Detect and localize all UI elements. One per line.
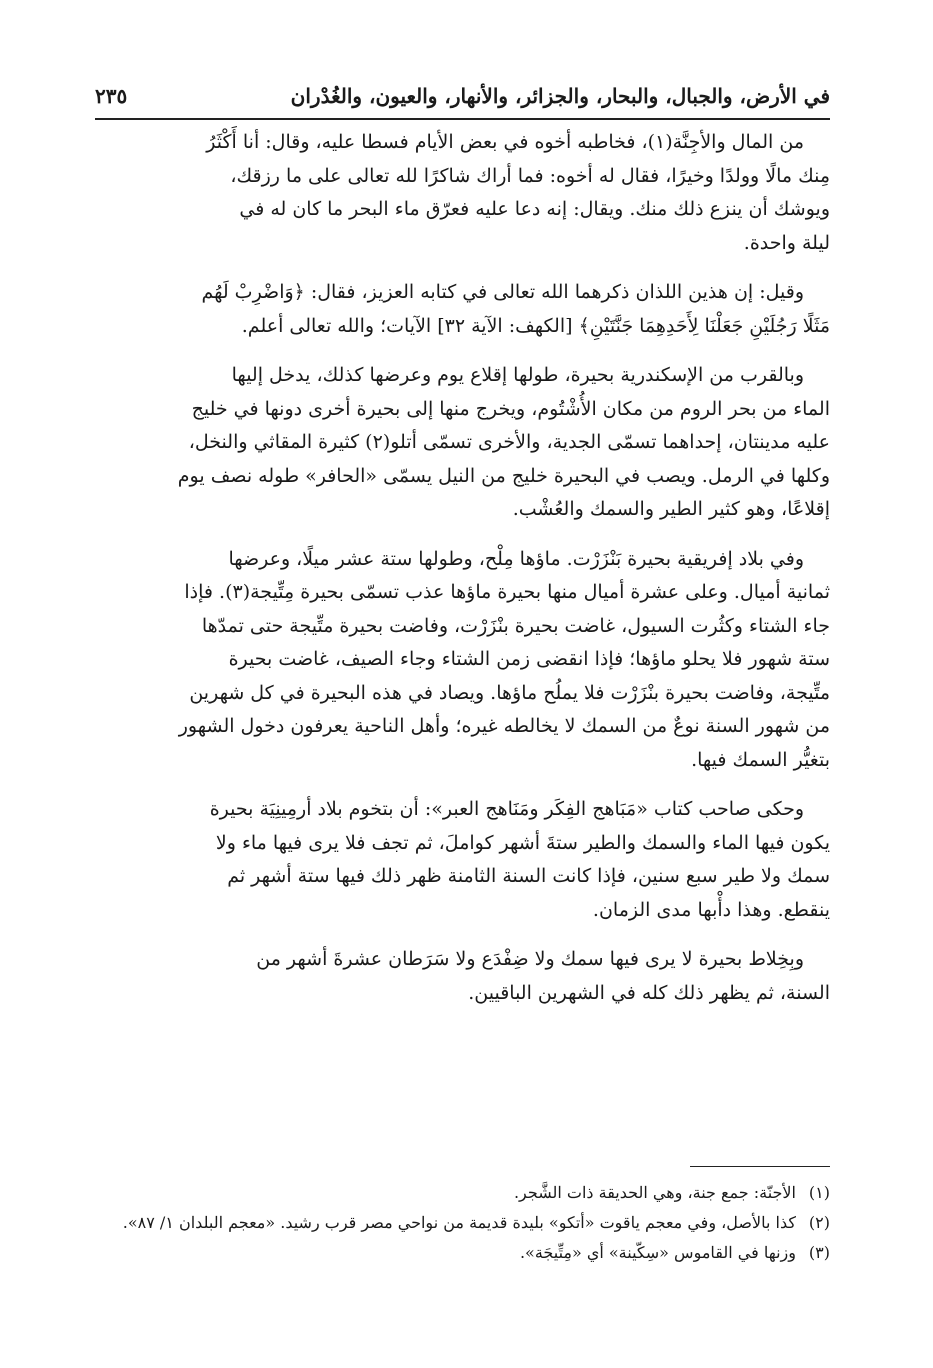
text-line: بتغيُّر السمك فيها. <box>691 748 830 771</box>
text-line: مِنك مالًا وولدًا وخيرًا، فقال له أخوه: فما أراك شاكرًا لله تعالى على ما رزقك، <box>230 164 830 187</box>
text-line: ليلة واحدة. <box>743 231 830 254</box>
text-line: ثمانية أميال. وعلى عشرة أميال منها بحيرة ماؤها عذب تسمّى بحيرة مِتِّيجة(٣). فإذا <box>184 581 830 603</box>
footnote-2 <box>95 1210 830 1236</box>
text-line: السنة، ثم يظهر ذلك كله في الشهرين الباقيين. <box>468 981 830 1004</box>
body-text <box>95 126 830 1026</box>
text-line: وفي بلاد إفريقية بحيرة بَنْزَرْت. ماؤها مِلْح، وطولها ستة عشر ميلًا، وعرضها <box>228 547 804 570</box>
text-line: ستة شهور فلا يحلو ماؤها؛ فإذا انقضى زمن الشتاء وجاء الصيف، غاضت بحيرة <box>228 648 830 670</box>
text-line: إقلاعًا، وهو كثير الطير والسمك والعُشْب. <box>512 498 830 520</box>
text-line: وكلها في الرمل. ويصب في البحيرة خليج من النيل يسمّى «الحافر» طوله نصف يوم <box>177 464 830 487</box>
text-line: متِّيجة، وفاضت بحيرة بنْزَرْت فلا يملُح ماؤها. ويصاد في هذه البحيرة في كل شهرين <box>189 681 830 704</box>
text-line: يكون فيها الماء والسمك والطير ستةَ أشهر كواملَ، ثم تجف فلا يرى فيها ماء ولا <box>215 831 830 854</box>
text-line: ويوشك أن ينزع ذلك منك. ويقال: إنه دعا عليه فعرّق ماء البحر ما كان له في <box>239 198 830 220</box>
running-header <box>95 78 830 118</box>
text-line: وبِخِلاط بحيرة لا يرى فيها سمك ولا ضِفْدَع ولا سَرَطان عشرةَ أشهر من <box>256 948 804 970</box>
footnote-text: كذا بالأصل، وفي معجم ياقوت «أتكو» بليدة قديمة من نواحي مصر قرب رشيد. «معجم البلدان ١/ ٨٧». <box>122 1213 796 1232</box>
text-line: جاء الشتاء وكثُرت السيول، غاضت بحيرة بنْزَرْت، وفاضت بحيرة متِّيجة حتى تمدّها <box>201 614 830 637</box>
text-line: سمك ولا طير سبع سنين، فإذا كانت السنة الثامنة ظهر ذلك فيها ستة أشهر ثم <box>227 865 830 887</box>
footnote-rule <box>690 1166 830 1167</box>
paragraph-6 <box>95 943 830 1010</box>
paragraph-5 <box>95 793 830 927</box>
text-line: عليه مدينتان، إحداهما تسمّى الجدية، والأخرى تسمّى أتلو(٢) كثيرة المقاثي والنخل، <box>188 431 830 453</box>
text-line: وبالقرب من الإسكندرية بحيرة، طولها إقلاع يوم وعرضها كذلك، يدخل إليها <box>231 364 804 386</box>
paragraph-2 <box>95 276 830 343</box>
footnote-number: (٢) <box>808 1213 830 1232</box>
text-line: مَثَلًا رَجُلَيْنِ جَعَلْنَا لِأَحَدِهِمَا جَنَّتَيْنِ﴾ [الكهف: الآية ٣٢] الآيات؛ والله تعالى أعلم. <box>241 314 830 337</box>
text-line: من شهور السنة نوعٌ من السمك لا يخالطه غيره؛ وأهل الناحية يعرفون دخول الشهور <box>178 715 830 737</box>
text-line: من المال والأجِنَّة(١)، فخاطبه أخوه في بعض الأيام فسطا عليه، وقال: أنا أَكْثَرُ <box>206 131 804 153</box>
text-line: وقيل: إن هذين اللذان ذكرهما الله تعالى في كتابه العزيز، فقال: ﴿وَاضْرِبْ لَهُم <box>201 281 804 303</box>
footnotes <box>95 1180 830 1270</box>
text-line: ينقطع. وهذا دأْبها مدى الزمان. <box>592 898 830 921</box>
page-number: ٢٣٥ <box>95 84 128 108</box>
footnote-number: (١) <box>808 1183 830 1202</box>
footnote-text: الأجنّة: جمع جنة، وهي الحديقة ذات الشَّجر. <box>513 1183 796 1202</box>
paragraph-3 <box>95 359 830 527</box>
text-line: الماء من بحر الروم من مكان الأُشْتُوم، ويخرج منها إلى بحيرة أخرى دونها في خليج <box>191 397 830 420</box>
footnote-3 <box>95 1240 830 1266</box>
text-line: وحكى صاحب كتاب «مَبَاهج الفِكَر ومَنَاهج العبر»: أن بتخوم بلاد أرمِينِيَة بحيرة <box>209 798 804 820</box>
header-rule <box>95 118 830 120</box>
footnote-1 <box>95 1180 830 1206</box>
paragraph-4 <box>95 543 830 778</box>
footnote-text: وزنها في القاموس «سِكّينة» أي «مِتِّيجَة». <box>519 1243 796 1262</box>
footnote-number: (٣) <box>808 1243 830 1262</box>
header-title: في الأرض، والجبال، والبحار، والجزائر، والأنهار، والعيون، والغُدْران <box>290 84 830 108</box>
paragraph-1 <box>95 126 830 260</box>
